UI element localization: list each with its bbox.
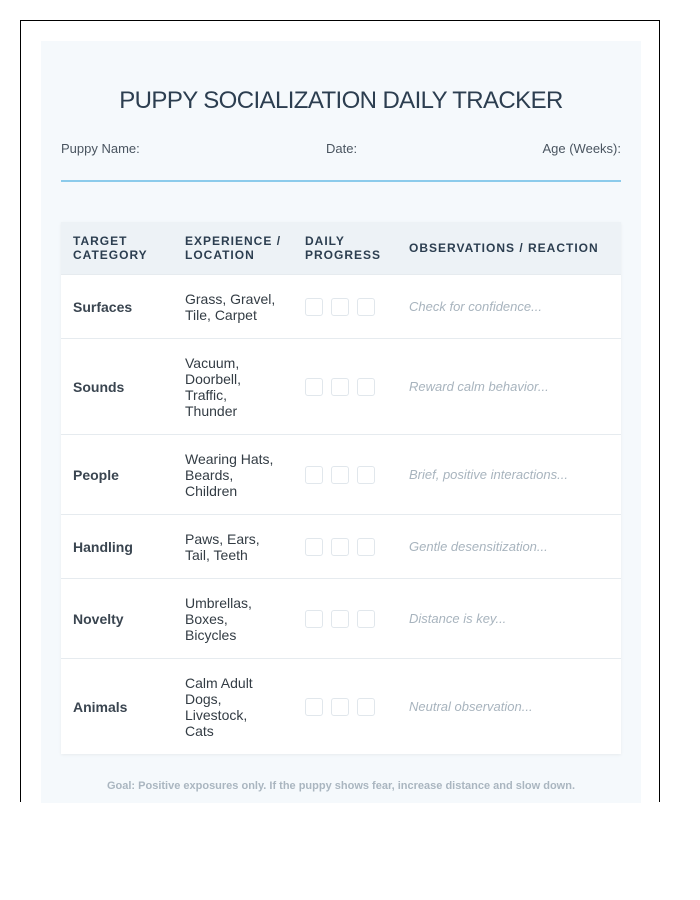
row-category: Surfaces: [73, 298, 133, 315]
progress-checkbox[interactable]: [331, 466, 349, 484]
progress-checkbox[interactable]: [331, 378, 349, 396]
experience-line: Umbrellas,: [185, 594, 252, 611]
row-category: Sounds: [73, 378, 125, 395]
experience-line: Bicycles: [185, 626, 237, 643]
progress-checkbox[interactable]: [305, 610, 323, 628]
progress-checkbox[interactable]: [331, 538, 349, 556]
puppy-name-field[interactable]: Puppy Name:: [61, 141, 140, 156]
page-title: PUPPY SOCIALIZATION DAILY TRACKER: [119, 87, 563, 114]
observation-input[interactable]: Reward calm behavior...: [409, 379, 549, 394]
observation-input[interactable]: Gentle desensitization...: [409, 539, 548, 554]
experience-line: Doorbell,: [185, 370, 242, 387]
progress-checkbox[interactable]: [331, 610, 349, 628]
row-experience: [185, 275, 291, 338]
experience-line: Tile, Carpet: [185, 306, 257, 323]
table-row: [61, 578, 621, 658]
experience-line: Beards,: [185, 466, 234, 483]
observation-input[interactable]: Neutral observation...: [409, 699, 533, 714]
row-progress: [305, 275, 401, 338]
progress-checkbox[interactable]: [357, 378, 375, 396]
row-progress: [305, 435, 401, 514]
header-observations: OBSERVATIONS / REACTION: [409, 241, 599, 255]
row-category: Handling: [73, 538, 133, 555]
row-experience: [185, 339, 291, 434]
table-header: [61, 222, 621, 274]
row-progress: [305, 659, 401, 754]
row-experience: [185, 659, 291, 754]
experience-line: Boxes,: [185, 610, 228, 627]
date-field[interactable]: Date:: [326, 141, 358, 156]
experience-line: Cats: [185, 722, 214, 739]
progress-checkbox[interactable]: [305, 538, 323, 556]
table-row: [61, 658, 621, 754]
progress-checkbox[interactable]: [357, 538, 375, 556]
footer-note: Goal: Positive exposures only. If the puppy shows fear, increase distance and slow down.: [106, 780, 576, 792]
table-row: [61, 514, 621, 578]
row-experience: [185, 579, 291, 658]
table-body: [61, 274, 621, 754]
header-experience-location: EXPERIENCE / LOCATION: [185, 234, 282, 262]
age-weeks-field[interactable]: Age (Weeks):: [542, 141, 621, 156]
row-category: People: [73, 466, 119, 483]
progress-checkbox[interactable]: [357, 698, 375, 716]
experience-line: Children: [185, 482, 238, 499]
experience-line: Dogs,: [185, 690, 222, 707]
tracker-panel: [41, 41, 641, 803]
progress-checkbox[interactable]: [331, 698, 349, 716]
row-progress: [305, 339, 401, 434]
progress-checkbox[interactable]: [357, 466, 375, 484]
experience-line: Calm Adult: [185, 674, 253, 691]
progress-checkbox[interactable]: [357, 610, 375, 628]
tracker-table: [61, 222, 621, 754]
header-daily-progress: DAILY PROGRESS: [305, 234, 382, 262]
row-progress: [305, 515, 401, 578]
table-row: [61, 274, 621, 338]
row-experience: [185, 515, 291, 578]
header-target-category: TARGET CATEGORY: [73, 234, 148, 262]
progress-checkbox[interactable]: [305, 378, 323, 396]
tracker-sheet: [20, 20, 660, 802]
experience-line: Thunder: [185, 402, 238, 419]
experience-line: Vacuum,: [185, 354, 240, 371]
observation-input[interactable]: Brief, positive interactions...: [409, 467, 568, 482]
experience-line: Traffic,: [185, 386, 228, 403]
progress-checkbox[interactable]: [331, 298, 349, 316]
table-row: [61, 338, 621, 434]
table-row: [61, 434, 621, 514]
observation-input[interactable]: Distance is key...: [409, 611, 507, 626]
progress-checkbox[interactable]: [305, 298, 323, 316]
progress-checkbox[interactable]: [305, 698, 323, 716]
row-category: Novelty: [73, 610, 124, 627]
experience-line: Grass, Gravel,: [185, 290, 276, 307]
experience-line: Tail, Teeth: [185, 546, 248, 563]
progress-checkbox[interactable]: [357, 298, 375, 316]
experience-line: Livestock,: [185, 706, 248, 723]
row-experience: [185, 435, 291, 514]
progress-checkbox[interactable]: [305, 466, 323, 484]
header-divider: [61, 180, 621, 182]
experience-line: Wearing Hats,: [185, 450, 274, 467]
row-category: Animals: [73, 698, 128, 715]
info-fields: [61, 141, 621, 161]
row-progress: [305, 579, 401, 658]
experience-line: Paws, Ears,: [185, 530, 260, 547]
observation-input[interactable]: Check for confidence...: [409, 299, 542, 314]
